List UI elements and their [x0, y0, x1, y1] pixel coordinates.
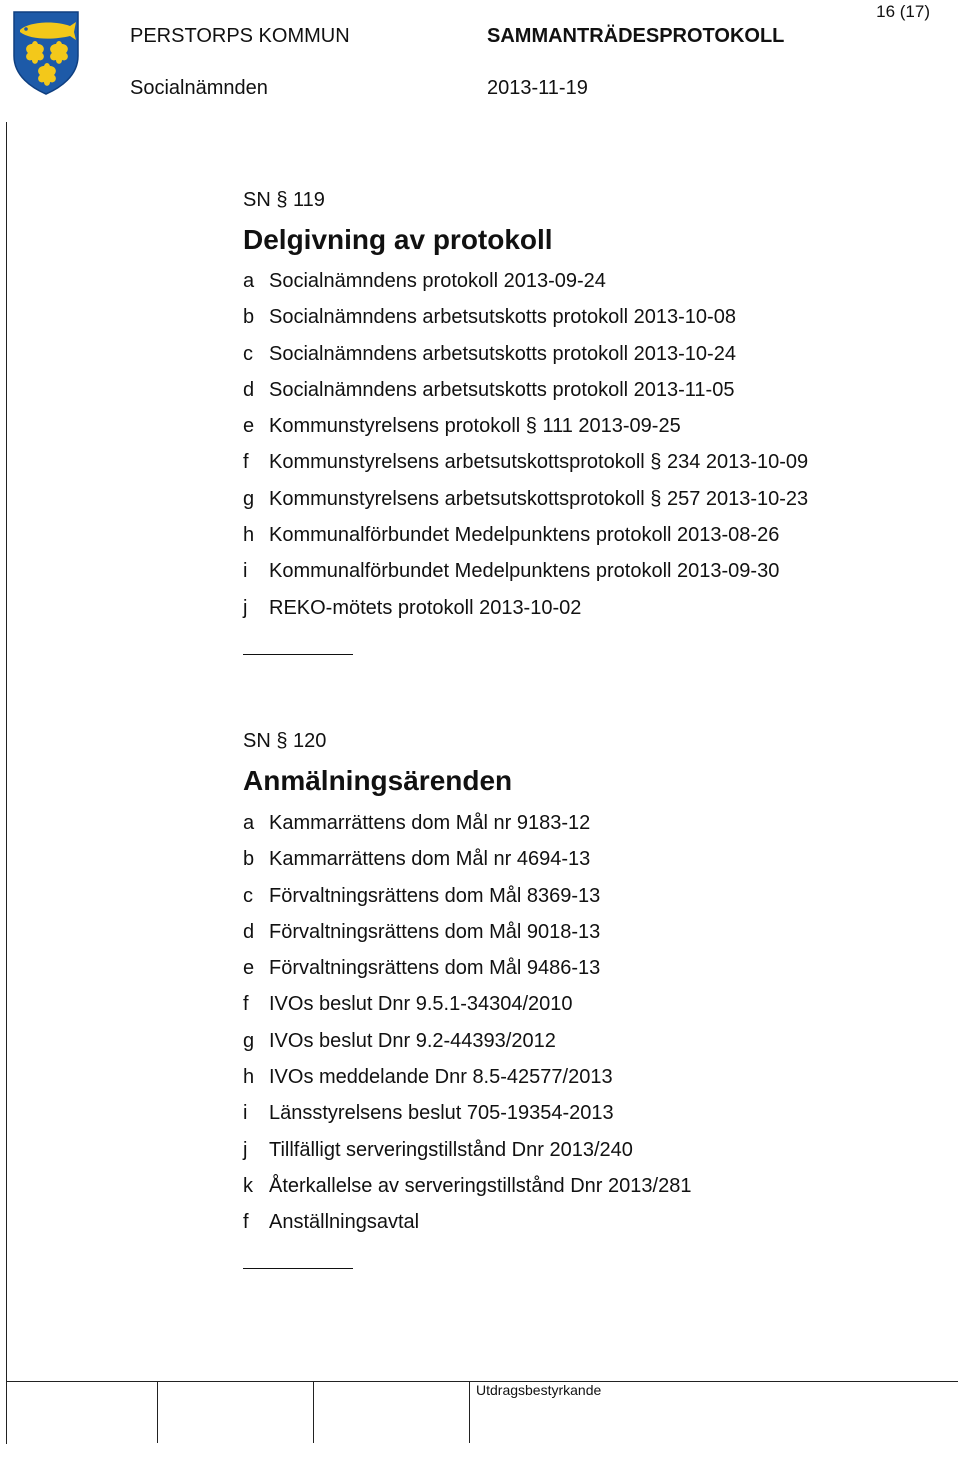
list-item: i Länsstyrelsens beslut 705-19354-2013 [243, 1102, 614, 1125]
meeting-date: 2013-11-19 [487, 77, 588, 99]
list-item: a Kammarrättens dom Mål nr 9183-12 [243, 812, 591, 834]
list-item: f IVOs beslut Dnr 9.5.1-34304/2010 [243, 993, 573, 1016]
list-item: e Kommunstyrelsens protokoll § 111 2013-09-25 [243, 415, 681, 438]
list-item: h IVOs meddelande Dnr 8.5-42577/2013 [243, 1066, 613, 1089]
list-item: g Kommunstyrelsens arbetsutskottsprotokoll § 257 2013-10-23 [243, 487, 809, 510]
list-item: g IVOs beslut Dnr 9.2-44393/2012 [243, 1029, 556, 1052]
section-ref-119: SN § 119 [243, 189, 325, 211]
section-title-120: Anmälningsärenden [243, 765, 513, 796]
list-item: i Kommunalförbundet Medelpunktens protokoll 2013-09-30 [243, 560, 780, 583]
protocol-list [243, 263, 808, 626]
certification-label: Utdragsbestyrkande [476, 1382, 602, 1398]
list-item: f Anställningsavtal [243, 1211, 420, 1234]
table-cell-divider [469, 1381, 470, 1443]
list-item: h Kommunalförbundet Medelpunktens protokoll 2013-08-26 [243, 524, 780, 547]
list-item: d Socialnämndens arbetsutskotts protokoll 2013-11-05 [243, 378, 735, 401]
list-item: f Kommunstyrelsens arbetsutskottsprotokoll § 234 2013-10-09 [243, 451, 809, 474]
table-cell-divider [157, 1381, 158, 1443]
list-item: k Återkallelse av serveringstillstånd Dnr 2013/281 [243, 1174, 692, 1197]
document-type: SAMMANTRÄDESPROTOKOLL [487, 25, 785, 47]
list-item: b Kammarrättens dom Mål nr 4694-13 [243, 848, 591, 871]
list-item: b Socialnämndens arbetsutskotts protokoll 2013-10-08 [243, 306, 736, 329]
section-ref-120: SN § 120 [243, 730, 327, 752]
list-item: a Socialnämndens protokoll 2013-09-24 [243, 270, 606, 292]
list-item: j REKO-mötets protokoll 2013-10-02 [243, 596, 582, 619]
list-item: j Tillfälligt serveringstillstånd Dnr 2013/240 [243, 1138, 633, 1161]
section-divider [243, 1268, 353, 1269]
section-divider [243, 654, 353, 655]
committee-name: Socialnämnden [130, 77, 268, 99]
table-cell-divider [313, 1381, 314, 1443]
left-margin-line [6, 122, 7, 1444]
list-item: c Förvaltningsrättens dom Mål 8369-13 [243, 884, 601, 907]
section-title-119: Delgivning av protokoll [243, 224, 553, 255]
list-item: d Förvaltningsrättens dom Mål 9018-13 [243, 920, 601, 943]
page-number: 16 (17) [876, 2, 930, 21]
coat-of-arms-icon [12, 10, 80, 96]
list-item: c Socialnämndens arbetsutskotts protokoll 2013-10-24 [243, 342, 736, 365]
list-item: e Förvaltningsrättens dom Mål 9486-13 [243, 957, 601, 980]
municipality-name: PERSTORPS KOMMUN [130, 25, 350, 47]
notification-list [243, 805, 691, 1241]
